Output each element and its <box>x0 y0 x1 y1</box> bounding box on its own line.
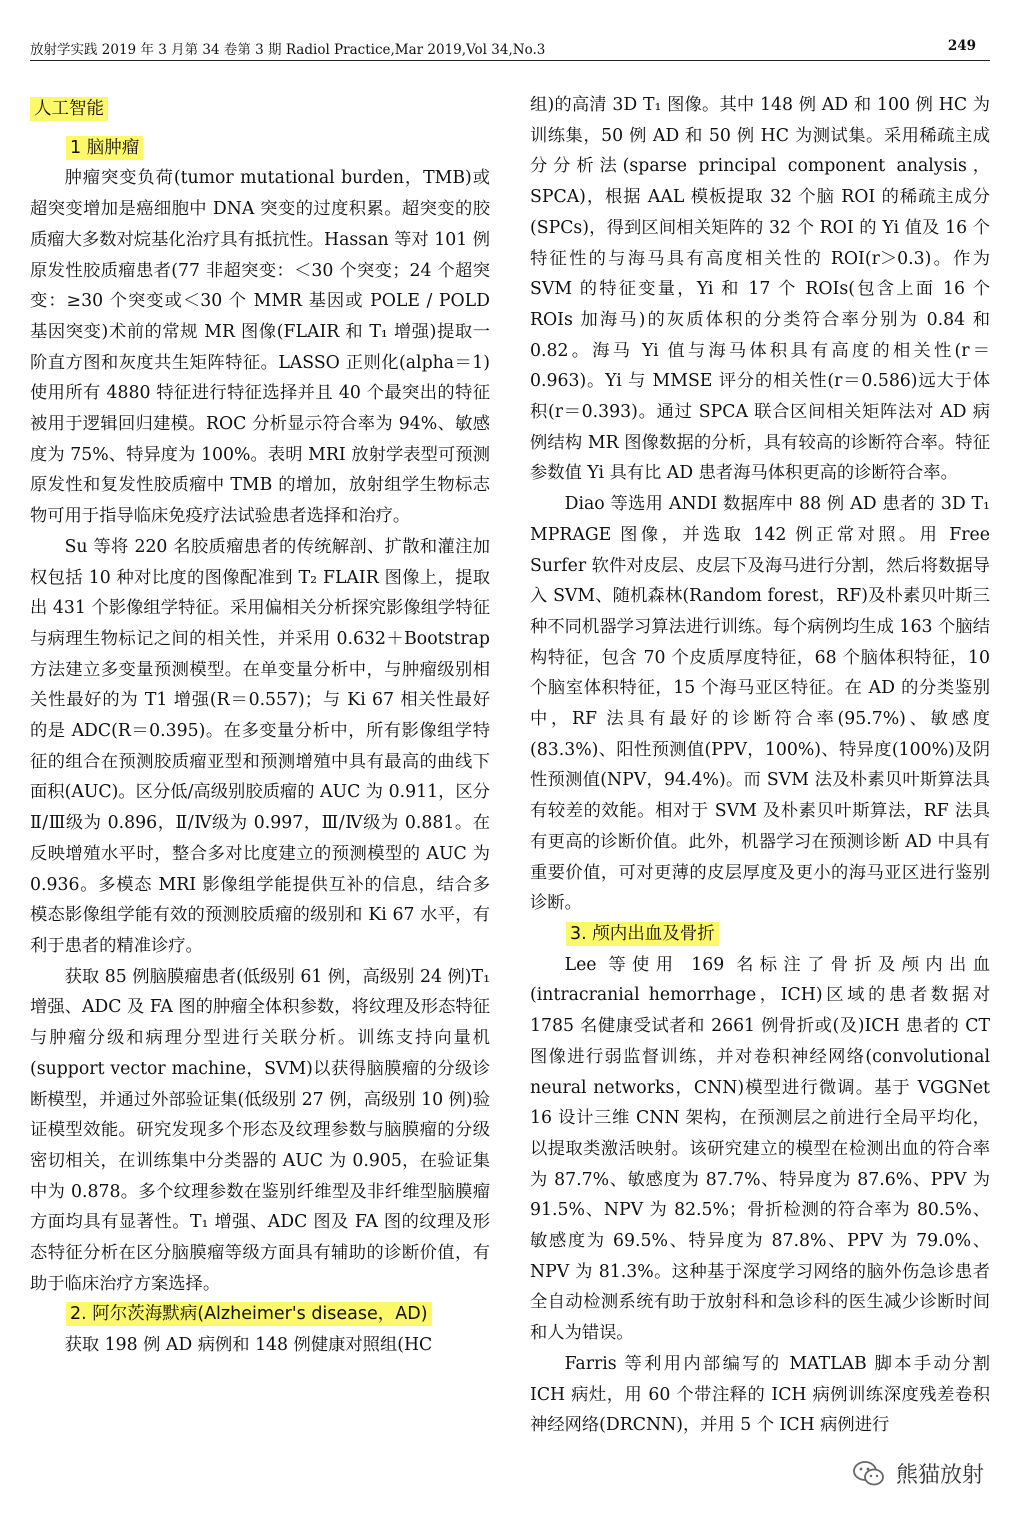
paragraph-ad-continued: 组)的高清 3D T₁ 图像。其中 148 例 AD 和 100 例 HC 为训练集，50 例 AD 和 50 例 HC 为测试集。采用稀疏主成分分析法(sparse principal component analysis，SPCA)，根据 AAL 模板提取 32 个脑 ROI 的稀疏主成分(SPCs)，得到区间相关矩阵的 32 个 ROI 的 Yi 值及 16 个特征性的与海马具有高度相关性的 ROI(r＞0.3)。作为 SVM 的特征变量，Yi 和 17 个 ROIs(包含上面 16 个 ROIs 加海马)的灰质体积的分类符合率分别为 0.84 和 0.82。海马 Yi 值与海马体积具有高度的相关性(r＝0.963)。Yi 与 MMSE 评分的相关性(r＝0.586)远大于体积(r＝0.393)。通过 SPCA 联合区间相关矩阵法对 AD 病例结构 MR 图像数据的分析，具有较高的诊断符合率。特征参数值 Yi 具有比 AD 患者海马体积更高的诊断符合率。 <box>530 95 990 484</box>
heading-alzheimers: 2. 阿尔茨海默病(Alzheimer's disease，AD) <box>30 1299 490 1330</box>
paragraph-diao: Diao 等选用 ANDI 数据库中 88 例 AD 患者的 3D T₁ MPRAGE 图像，并选取 142 例正常对照。用 Free Surfer 软件对皮层、皮层下及海马进行分割，然后将数据导入 SVM、随机森林(Random forest，RF)及朴素贝叶斯三种不同机器学习算法进行训练。每个病例均生成 163 个脑结构特征，包含 70 个皮质厚度特征，68 个脑体积特征，10 个脑室体积特征，15 个海马亚区特征。在 AD 的分类鉴别中，RF 法具有最好的诊断符合率(95.7%)、敏感度(83.3%)、阳性预测值(PPV，100%)、特异度(100%)及阴性预测值(NPV，94.4%)。而 SVM 法及朴素贝叶斯算法具有较差的效能。相对于 SVM 及朴素贝叶斯算法，RF 法具有更高的诊断价值。此外，机器学习在预测诊断 AD 中具有重要价值，可对更薄的皮层厚度及更小的海马亚区进行鉴别诊断。 <box>530 494 990 914</box>
paragraph-ad-start: 获取 198 例 AD 病例和 148 例健康对照组(HC <box>64 1335 433 1356</box>
right-column <box>530 90 990 1441</box>
section-title: 人工智能 <box>30 94 490 125</box>
heading-hemorrhage-fracture: 3. 颅内出血及骨折 <box>530 919 990 950</box>
journal-running-title: 放射学实践 2019 年 3 月第 34 卷第 3 期 Radiol Practice,Mar 2019,Vol 34,No.3 <box>30 42 546 58</box>
running-header <box>30 34 990 60</box>
watermark-text: 熊猫放射 <box>895 1463 984 1488</box>
paragraph-meningioma: 获取 85 例脑膜瘤患者(低级别 61 例，高级别 24 例)T₁ 增强、ADC 及 FA 图的肿瘤全体积参数，将纹理及形态特征与肿瘤分级和病理分型进行关联分析。训练支持向量机(support vector machine，SVM)以获得脑膜瘤的分级诊断模型，并通过外部验证集(低级别 27 例，高级别 10 例)验证模型效能。研究发现多个形态及纹理参数与脑膜瘤的分级密切相关，在训练集中分类器的 AUC 为 0.905，在验证集中为 0.878。多个纹理参数在鉴别纤维型及非纤维型脑膜瘤方面均具有显著性。T₁ 增强、ADC 图及 FA 图的纹理及形态特征分析在区分脑膜瘤等级方面具有辅助的诊断价值，有助于临床治疗方案选择。 <box>30 966 490 1294</box>
left-column <box>30 90 490 1361</box>
wechat-icon <box>852 1460 886 1488</box>
paragraph-lee: Lee 等使用 169 名标注了骨折及颅内出血(intracranial hemorrhage，ICH)区域的患者数据对 1785 名健康受试者和 2661 例骨折或(及)ICH 患者的 CT 图像进行弱监督训练，并对卷积神经网络(convolutional neural networks，CNN)模型进行微调。基于 VGGNet 16 设计三维 CNN 架构，在预测层之前进行全局平均化，以提取类激活映射。该研究建立的模型在检测出血的符合率为 87.7%、敏感度为 87.7%、特异度为 87.6%、PPV 为 91.5%、NPV 为 82.5%；骨折检测的符合率为 80.5%、敏感度为 69.5%、特异度为 87.8%、PPV 为 79.0%、NPV 为 81.3%。这种基于深度学习网络的脑外伤急诊患者全自动检测系统有助于放射科和急诊科的医生减少诊断时间和人为错误。 <box>530 954 990 1344</box>
heading-brain-tumor: 1 脑肿瘤 <box>30 133 490 164</box>
watermark <box>852 1458 984 1489</box>
paragraph-glioma-radiomics: Su 等将 220 名胶质瘤患者的传统解剖、扩散和灌注加权包括 10 种对比度的图像配准到 T₂ FLAIR 图像上，提取出 431 个影像组学特征。采用偏相关分析探究影像组学特征与病理生物标记之间的相关性，并采用 0.632＋Bootstrap 方法建立多变量预测模型。在单变量分析中，与肿瘤级别相关性最好的为 T1 增强(R＝0.557)；与 Ki 67 相关性最好的是 ADC(R＝0.395)。在多变量分析中，所有影像组学特征的组合在预测胶质瘤亚型和预测增殖中具有最高的曲线下面积(AUC)。区分低/高级别胶质瘤的 AUC 为 0.911，区分Ⅱ/Ⅲ级为 0.896，Ⅱ/Ⅳ级为 0.997，Ⅲ/Ⅳ级为 0.881。在反映增殖水平时，整合多对比度建立的预测模型的 AUC 为 0.936。多模态 MRI 影像组学能提供互补的信息，结合多模态影像组学能有效的预测胶质瘤的级别和 Ki 67 水平，有利于患者的精准诊疗。 <box>30 536 490 956</box>
header-rule <box>30 60 990 61</box>
paragraph-tmb: 肿瘤突变负荷(tumor mutational burden，TMB)或超突变增加是癌细胞中 DNA 突变的过度积累。超突变的胶质瘤大多数对烷基化治疗具有抵抗性。Hassan 等对 101 例原发性胶质瘤患者(77 非超突变：＜30 个突变；24 个超突变：≥30 个突变或＜30 个 MMR 基因或 POLE / POLD 基因突变)术前的常规 MR 图像(FLAIR 和 T₁ 增强)提取一阶直方图和灰度共生矩阵特征。LASSO 正则化(alpha＝1)使用所有 4880 特征进行特征选择并且 40 个最突出的特征被用于逻辑回归建模。ROC 分析显示符合率为 94%、敏感度为 75%、特异度为 100%。表明 MRI 放射学表型可预测原发性和复发性胶质瘤中 TMB 的增加，放射组学生物标志物可用于指导临床免疫疗法试验患者选择和治疗。 <box>30 168 490 527</box>
page-number: 249 <box>947 38 976 54</box>
paragraph-farris: Farris 等利用内部编写的 MATLAB 脚本手动分割 ICH 病灶，用 60 个带注释的 ICH 病例训练深度残差卷积神经网络(DRCNN)，并用 5 个 ICH 病例进行 <box>530 1353 990 1436</box>
